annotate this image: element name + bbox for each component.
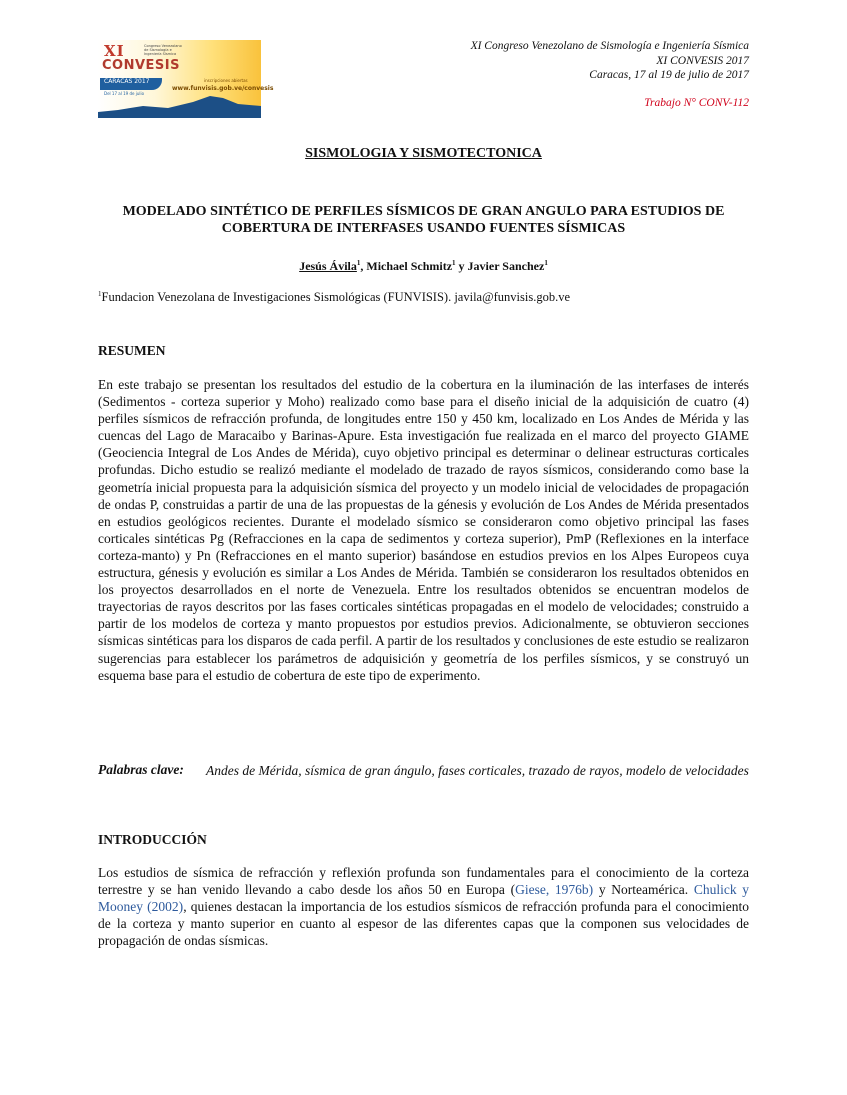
author-list: [0, 259, 847, 274]
conference-location-date: Caracas, 17 al 19 de julio de 2017: [589, 69, 749, 81]
author-separator: y: [455, 259, 468, 273]
affiliation-marker: 1: [98, 290, 102, 298]
author-1: Jesús Ávila: [299, 259, 357, 273]
author-1-affil: 1: [356, 259, 361, 267]
keywords-text: Andes de Mérida, sísmica de gran ángulo, fases corticales, trazado de rayos, modelo de velocidades: [206, 763, 749, 778]
convesis-logo: [98, 40, 274, 118]
mountain-silhouette-icon: [98, 92, 261, 118]
logo-url: www.funvisis.gob.ve/convesis: [172, 85, 274, 92]
author-3: Javier Sanchez: [467, 259, 545, 273]
resumen-heading: RESUMEN: [98, 343, 166, 358]
intro-text-3: , quienes destacan la importancia de los estudios sísmicos de refracción profunda para el conocimiento de la corteza y manto superior en cuanto al espesor de las diferentes capas que la componen sus velocidades de propagación de ondas sísmicas.: [98, 899, 749, 949]
section-title: SISMOLOGIA Y SISMOTECTONICA: [305, 146, 542, 161]
author-3-affil: 1: [544, 259, 548, 267]
logo-inscriptions: inscripciones abiertas: [204, 78, 248, 83]
intro-text-2: y Norteamérica.: [593, 882, 694, 898]
introduction-heading: INTRODUCCIÓN: [98, 832, 207, 847]
author-2: Michael Schmitz: [366, 259, 453, 273]
logo-name: CONVESIS: [102, 58, 180, 73]
abstract-paragraph: En este trabajo se presentan los resultados del estudio de la cobertura en la iluminación de las interfases de interés (Sedimentos - corteza superior y Moho) realizado como base para el diseño inicial de la adquisición de cuatro (4) perfiles sísmicos de refracción profunda, de longitudes entre 150 y 450 km, localizado en Los Andes de Mérida y las cuencas del Lago de Maracaibo y Barinas-Apure. Esta investigación fue realizada en el marco del proyecto GIAME (Geociencia Integral de Los Andes de Mérida), cuyo objetivo principal es determinar o delinear estructuras corticales profundas. Dicho estudio se realizó mediante el modelado de trazado de rayos sísmicos, considerando como base la geometría inicial propuesta para la adquisición sísmica del proyecto y un modelo inicial de velocidades de propagación de ondas P, construidas a partir de una de las propuestas de la génesis y evolución de Los Andes de Mérida presentados en estudios geológicos recientes. Durante el modelado sísmico se consideraron como objetivo principal las fases corticales sintéticas Pg (Refracciones en la capa de sedimentos y corteza superior), PmP (Reflexiones en la interface corteza-manto) y Pn (Refracciones en el manto superior) basándose en estudios previos en los Alpes Europeos cuya estructura, génesis y evolución es similar a Los Andes de Mérida. También se consideraron los resultados obtenidos en los proyectos desarrollados en el norte de Venezuela. Entre los resultados obtenidos se encuentran modelos de trayectorias de rayos descritos por las fases corticales sintéticas propagadas en el modelo de velocidades; construido a partir de los modelos de corteza y manto propuestos por estudios previos. Adicionalmente, se obtuvieron secciones sísmicas sintéticas para los disparos de cada perfil. A partir de los resultados y conclusiones de este estudio se realizaron sugerencias para establecer los parámetros de adquisición y geometría de los perfiles sísmicos, y se construyó un esquema base para el estudio de cobertura de este tipo de experimento.: [98, 377, 749, 683]
logo-dates: Del 17 al 19 de julio: [104, 91, 145, 96]
intro-text-1: Los estudios de sísmica de refracción y reflexión profunda son fundamentales para el conocimiento de la corteza terrestre y se han venido llevando a cabo desde los años 50 en Europa (: [98, 865, 749, 898]
affiliation-text: Fundacion Venezolana de Investigaciones Sismológicas (FUNVISIS). javila@funvisis.gob.ve: [101, 290, 570, 305]
author-2-affil: 1: [452, 259, 456, 267]
conference-name: XI Congreso Venezolano de Sismología e Ingeniería Sísmica: [470, 40, 749, 52]
logo-roman-numeral: XI: [104, 42, 125, 60]
keywords-label: [98, 762, 184, 778]
conference-short-name: XI CONVESIS 2017: [656, 55, 749, 67]
citation-link-giese[interactable]: Giese, 1976b): [515, 882, 594, 898]
paper-number: Trabajo N° CONV-112: [644, 97, 749, 109]
keywords-label-text: Palabras clave: [98, 762, 180, 777]
keywords-colon: :: [179, 762, 184, 777]
affiliation: [98, 290, 570, 305]
introduction-paragraph: [98, 864, 749, 949]
author-separator: ,: [360, 259, 367, 273]
paper-title: MODELADO SINTÉTICO DE PERFILES SÍSMICOS DE GRAN ANGULO PARA ESTUDIOS DE COBERTURA DE INTERFASES USANDO FUENTES SÍSMICAS: [122, 204, 725, 236]
logo-subtitle: Congreso Venezolano de Sismología e Ingeniería Sísmica: [144, 44, 182, 56]
citation-link-chulick-mooney[interactable]: Chulick y Mooney (2002): [98, 882, 750, 915]
logo-badge: CARACAS 2017: [100, 78, 162, 90]
